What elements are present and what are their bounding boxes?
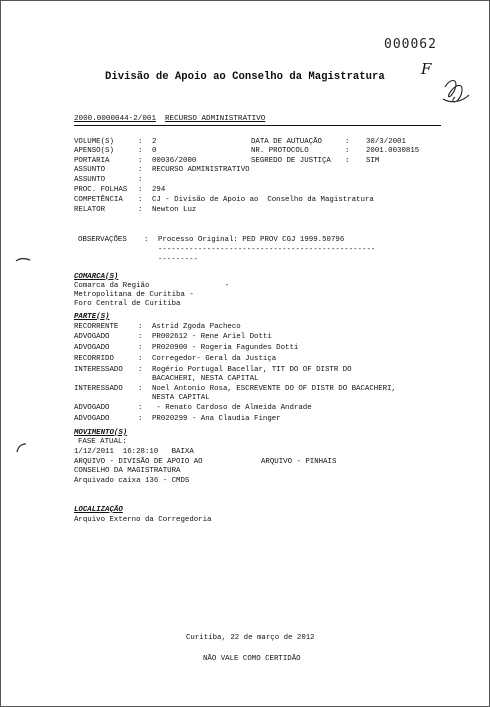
field-value: 0 — [152, 147, 157, 155]
observacoes-dashes: --------- — [158, 256, 198, 264]
movimento-origin-continued: CONSELHO DA MAGISTRATURA — [74, 467, 181, 475]
comarca-line: Comarca da Região - — [74, 282, 230, 290]
party-role: ADVOGADO — [74, 404, 110, 412]
page-title: Divisão de Apoio ao Conselho da Magistratura — [105, 71, 385, 83]
field-value: 2 — [152, 138, 157, 146]
section-title-partes: PARTE(S) — [74, 313, 110, 321]
party-colon: : — [138, 366, 143, 374]
party-name-continued: NESTA CAPITAL — [152, 394, 210, 402]
field-value: 294 — [152, 186, 166, 194]
field-colon: : — [138, 176, 143, 184]
party-colon: : — [138, 404, 143, 412]
party-name: Astrid Zgoda Pacheco — [152, 323, 241, 331]
field-label: ASSUNTO — [74, 166, 106, 174]
field-value: Newton Luz — [152, 206, 197, 214]
section-title-comarca: COMARCA(S) — [74, 273, 119, 281]
field-label: NR. PROTOCOLO — [251, 147, 309, 155]
party-colon: : — [138, 385, 143, 393]
field-colon: : — [138, 157, 143, 165]
section-title-localizacao: LOCALIZAÇÃO — [74, 506, 123, 514]
party-colon: : — [138, 415, 143, 423]
party-role: ADVOGADO — [74, 415, 110, 423]
field-value: CJ - Divisão de Apoio ao Conselho da Magistratura — [152, 196, 374, 204]
party-name: - Renato Cardoso de Almeida Andrade — [152, 404, 312, 412]
field-colon: : — [138, 206, 143, 214]
field-label: VOLUME(S) — [74, 138, 114, 146]
process-type: RECURSO ADMINISTRATIVO — [165, 115, 266, 123]
movimento-fase-label: FASE ATUAL: — [78, 438, 127, 446]
field-label: DATA DE AUTUAÇÃO — [251, 138, 322, 146]
field-label: PORTARIA — [74, 157, 110, 165]
field-value: RECURSO ADMINISTRATIVO — [152, 166, 250, 174]
party-name: PR020299 - Ana Claudia Finger — [152, 415, 281, 423]
field-value: 30/3/2001 — [366, 138, 406, 146]
section-title-movimento: MOVIMENTO(S) — [74, 429, 128, 437]
scan-mark-icon — [15, 256, 31, 264]
observacoes-label: OBSERVAÇÕES — [78, 236, 127, 244]
field-colon: : — [345, 138, 350, 146]
page-stamp: 000062 — [384, 37, 437, 52]
movimento-destination: ARQUIVO - PINHAIS — [261, 458, 337, 466]
movimento-origin: ARQUIVO - DIVISÃO DE APOIO AO — [74, 458, 203, 466]
party-role: ADVOGADO — [74, 333, 110, 341]
localizacao-value: Arquivo Externo da Corregedoria — [74, 516, 212, 524]
party-colon: : — [138, 344, 143, 352]
field-label: COMPETÊNCIA — [74, 196, 123, 204]
observacoes-value: Processo Original: PED PROV CGJ 1999.50796 — [158, 236, 345, 244]
process-number: 2000.0000044-2/001 — [74, 115, 157, 123]
comarca-line: Metropolitana de Curitiba - — [74, 291, 194, 299]
party-name: Corregedor- Geral da Justiça — [152, 355, 277, 363]
field-label: SEGREDO DE JUSTIÇA — [251, 157, 331, 165]
party-colon: : — [138, 323, 143, 331]
party-role: RECORRIDO — [74, 355, 114, 363]
party-name: Noel Antonio Rosa, ESCREVENTE DO OF DISTR DO BACACHERI, — [152, 385, 396, 393]
field-colon: : — [138, 166, 143, 174]
field-colon: : — [138, 196, 143, 204]
field-colon: : — [138, 138, 143, 146]
field-label: PROC. FOLHAS — [74, 186, 128, 194]
party-colon: : — [138, 333, 143, 341]
movimento-archive: Arquivado caixa 136 - CMDS — [74, 477, 190, 485]
party-role: INTERESSADO — [74, 385, 123, 393]
party-name: Rogério Portugal Bacellar, TIT DO OF DISTR DO — [152, 366, 352, 374]
handwritten-signature-icon — [439, 69, 473, 109]
handwritten-initial: F — [421, 60, 432, 78]
field-value: SIM — [366, 157, 380, 165]
comarca-line: Foro Central de Curitiba — [74, 300, 181, 308]
movimento-date: 1/12/2011 16:28:10 BAIXA — [74, 448, 194, 456]
party-name: PR020900 - Rogeria Fagundes Dotti — [152, 344, 299, 352]
field-value: 00036/2000 — [152, 157, 197, 165]
field-label: ASSUNTO — [74, 176, 106, 184]
observacoes-dashes: ------------------------------------------------- — [158, 246, 376, 254]
scan-mark-icon — [15, 442, 27, 454]
party-role: INTERESSADO — [74, 366, 123, 374]
field-colon: : — [345, 147, 350, 155]
party-role: RECORRENTE — [74, 323, 119, 331]
party-role: ADVOGADO — [74, 344, 110, 352]
field-colon: : — [138, 147, 143, 155]
party-name-continued: BACACHERI, NESTA CAPITAL — [152, 375, 259, 383]
observacoes-colon: : — [144, 236, 149, 244]
field-label: APENSO(S) — [74, 147, 114, 155]
party-colon: : — [138, 355, 143, 363]
field-value: 2001.0030815 — [366, 147, 420, 155]
party-name: PR002612 - Rene Ariel Dotti — [152, 333, 272, 341]
footer-note: NÃO VALE COMO CERTIDÃO — [203, 655, 301, 663]
footer-place-date: Curitiba, 22 de março de 2012 — [186, 634, 315, 642]
field-colon: : — [138, 186, 143, 194]
field-colon: : — [345, 157, 350, 165]
header-rule — [74, 125, 441, 126]
field-label: RELATOR — [74, 206, 106, 214]
